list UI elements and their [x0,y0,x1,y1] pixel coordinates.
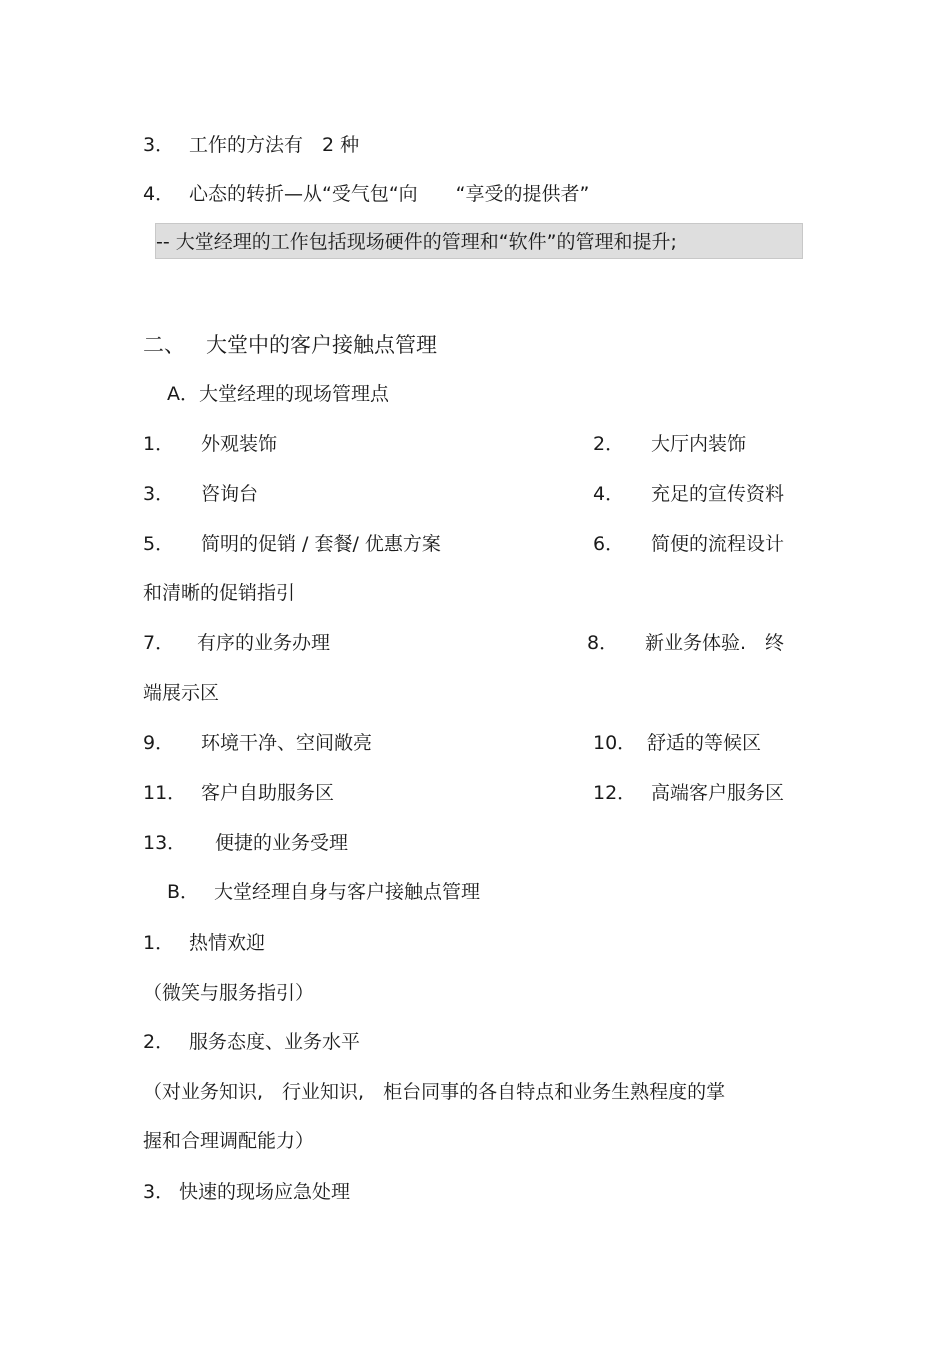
list-number: 4． [143,183,175,205]
section-title: 大堂中的客户接触点管理 [206,333,437,357]
subsection-number-b: B． [167,881,200,903]
section-number: 二、 [143,333,185,357]
list-item-text: 简便的流程设计 [651,533,785,555]
list-number: 10． [593,732,637,754]
list-item-text: 热情欢迎 [189,932,266,954]
list-number: 9． [143,732,175,754]
subsection-title-a: A．大堂经理的现场管理点 [167,383,389,405]
list-item-text: 环境干净、空间敞亮 [201,732,373,754]
list-number: 2． [593,433,625,455]
list-item-note: （对业务知识, 行业知识, 柜台同事的各自特点和业务生熟程度的掌 [143,1081,726,1103]
list-number: 1． [143,433,175,455]
list-item-text: 咨询台 [201,483,259,505]
list-number: 3． [143,483,175,505]
list-item-continuation: 端展示区 [143,682,220,704]
list-item-note: 握和合理调配能力） [143,1130,315,1152]
list-item-text: 舒适的等候区 [647,732,762,754]
list-number: 5． [143,533,175,555]
subsection-title-b: 大堂经理自身与客户接触点管理 [214,881,481,903]
list-number: 13． [143,832,187,854]
list-item-text: 便捷的业务受理 [215,832,349,854]
list-number: 1． [143,932,175,954]
list-number: 12． [593,782,637,804]
list-number: 3． [143,1181,175,1203]
list-item-text: 充足的宣传资料 [651,483,785,505]
highlighted-note [155,223,803,259]
list-item-text: 服务态度、业务水平 [189,1031,361,1053]
list-number: 11． [143,782,187,804]
list-number: 8． [587,632,619,654]
list-item-text: 高端客户服务区 [651,782,785,804]
list-item-text: 有序的业务办理 [197,632,331,654]
list-item-text: 新业务体验. 终 [645,632,785,654]
list-item-text: 心态的转折—从“受气包“向 “享受的提供者” [189,183,590,205]
list-number: 2． [143,1031,175,1053]
list-item-text: 工作的方法有 2 种 [189,134,360,156]
list-number: 7． [143,632,175,654]
list-number: 4． [593,483,625,505]
list-number: 6． [593,533,625,555]
list-item-text: 简明的促销 / 套餐/ 优惠方案 [201,533,441,555]
note-text: -- 大堂经理的工作包括现场硬件的管理和“软件”的管理和提升; [156,231,677,253]
list-item-text: 快速的现场应急处理 [179,1181,351,1203]
list-item-note: （微笑与服务指引） [143,982,315,1004]
list-number: 3． [143,134,175,156]
list-item-continuation: 和清晰的促销指引 [143,582,296,604]
list-item-text: 客户自助服务区 [201,782,335,804]
list-item-text: 大厅内装饰 [651,433,747,455]
list-item-text: 外观装饰 [201,433,278,455]
